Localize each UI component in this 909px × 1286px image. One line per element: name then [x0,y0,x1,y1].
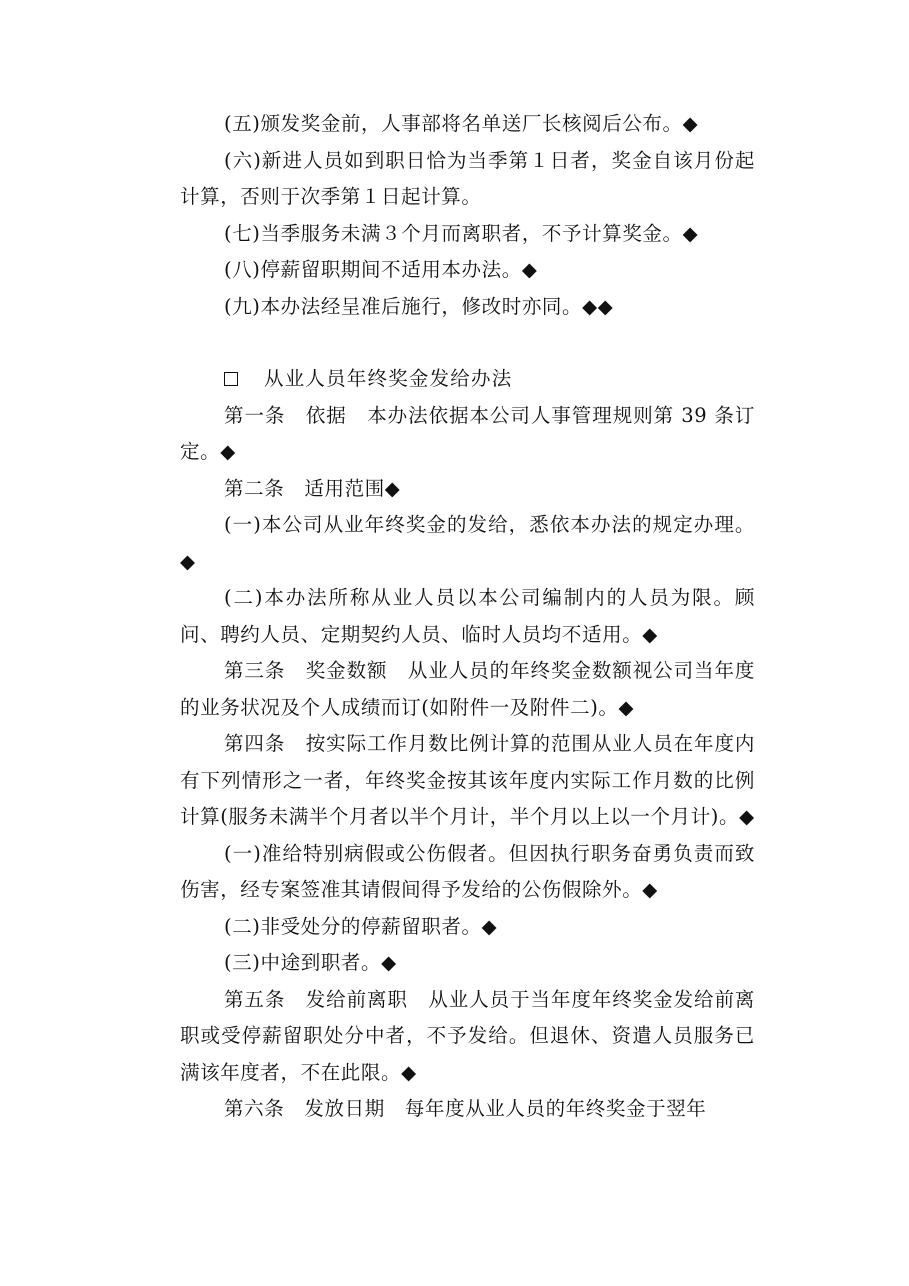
clause-paragraph: (三)中途到职者。◆ [224,951,397,974]
article-paragraph: 第五条 发给前离职 从业人员于当年度年终奖金发给前离职或受停薪留职处分中者，不予发给。但退休、资遣人员服务已满该年度者，不在此限。◆ [180,987,755,1084]
section-spacer [180,325,755,361]
section-heading [180,361,755,398]
article-paragraph: 第四条 按实际工作月数比例计算的范围从业人员在年度内有下列情形之一者，年终奖金按其该年度内实际工作月数的比例计算(服务未满半个月者以半个月计，半个月以上以一个月计)。◆ [180,732,755,828]
paragraph: (五)颁发奖金前，人事部将名单送厂长核阅后公布。◆ [224,112,699,135]
article-paragraph: 第二条 适用范围◆ [224,476,401,500]
clause-paragraph: (一)准给特别病假或公伤假者。但因执行职务奋勇负责而致伤害，经专案签准其请假间得予发给的公伤假除外。◆ [180,841,755,901]
clause-paragraph: (二)本办法所称从业人员以本公司编制内的人员为限。顾问、聘约人员、定期契约人员、临时人员均不适用。◆ [180,586,755,646]
clause-paragraph: (二)非受处分的停薪留职者。◆ [224,914,498,938]
section-heading-text: 从业人员年终奖金发给办法 [264,367,513,390]
article-paragraph: 第一条 依据 本办法依据本公司人事管理规则第 39 条订定。◆ [180,403,755,463]
paragraph: (八)停薪留职期间不适用本办法。◆ [224,258,538,281]
paragraph: (七)当季服务未满３个月而离职者，不予计算奖金。◆ [224,221,699,245]
paragraph: (六)新进人员如到职日恰为当季第１日者，奖金自该月份起计算，否则于次季第１日起计算。 [180,148,755,208]
checkbox-square-icon [224,372,238,386]
clause-paragraph: (一)本公司从业年终奖金的发给，悉依本办法的规定办理。◆ [180,513,755,573]
document-body [180,106,755,1128]
paragraph: (九)本办法经呈准后施行，修改时亦同。◆◆ [224,294,614,318]
article-paragraph: 第六条 发放日期 每年度从业人员的年终奖金于翌年 [224,1097,707,1120]
article-paragraph: 第三条 奖金数额 从业人员的年终奖金数额视公司当年度的业务状况及个人成绩而订(如附件一及附件二)。◆ [180,659,755,719]
